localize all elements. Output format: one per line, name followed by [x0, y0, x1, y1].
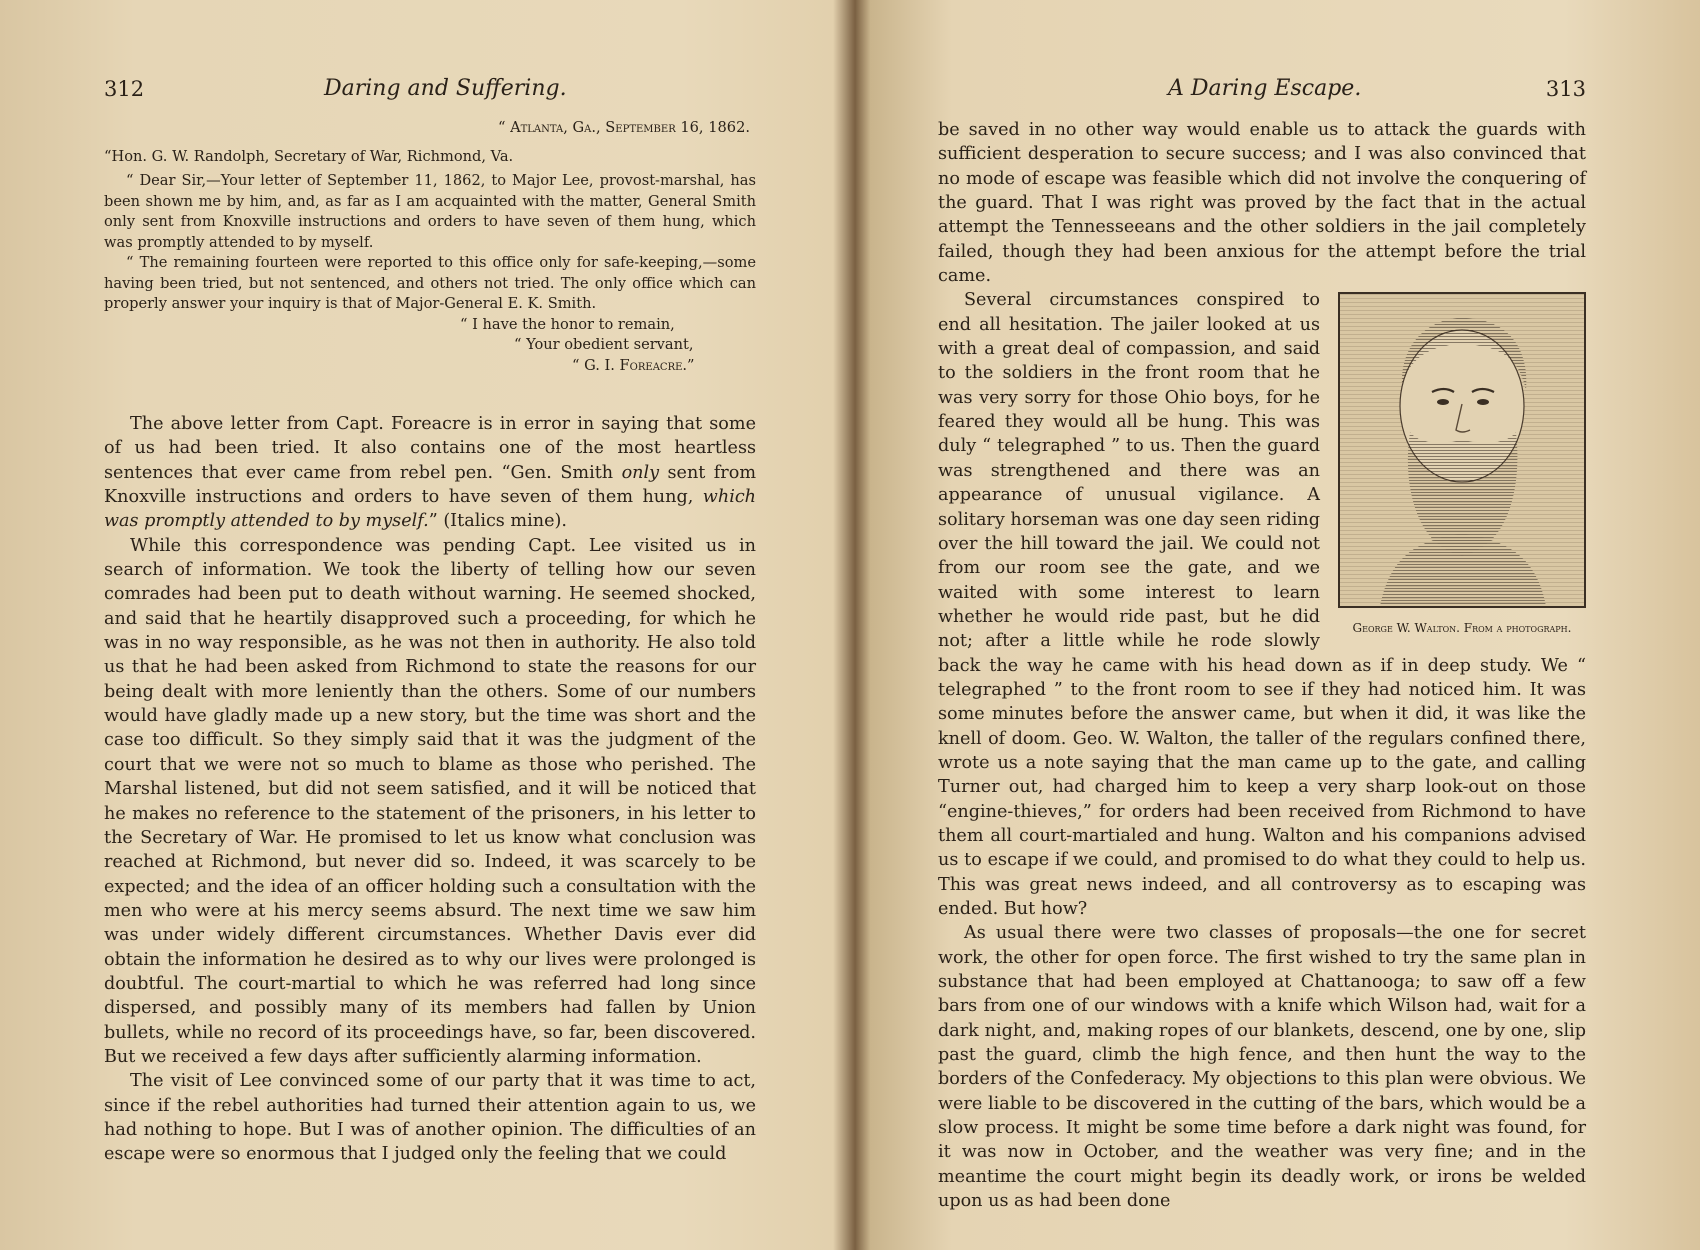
letter-closing: “ Your obedient servant, [514, 336, 694, 353]
portrait-engraving-image [1340, 294, 1584, 606]
body-paragraph: As usual there were two classes of proposals—the one for secret work, the other for open force. The first wished to try the same plan in substance that had been employed at Chattanooga; to saw off a few bars from one of our windows with a knife which Wilson had, wait for a dark night, and, making ropes of our blankets, descend, one by one, slip past the guard, climb the high fence, and then hunt the way to the borders of the Confederacy. My objections to this plan were obvious. We were liable to be discovered in the cutting of the bars, which would be a slow process. It might be some time before a dark night was found, for it was now in October, and the weather was very fine; and in the meantime the court might begin its deadly work, or irons be welded upon us as had been done [938, 923, 1586, 1212]
body-paragraph: While this correspondence was pending Capt. Lee visited us in search of information. We took the liberty of telling how our seven comrades had been put to death without warning. He seemed shocked, and said that he heartily disapproved such a proceeding, for which he was in no way responsible, as he was not then in authority. He also told us that he had been asked from Richmond to state the reasons for our being dealt with more leniently than the others. Some of our numbers would have gladly made up a new story, but the time was short and the case too difficult. So they simply said that it was the judgment of the court that we were not so much to blame as those who perished. The Marshal listened, but did not seem satisfied, and it will be noticed that he makes no reference to the statement of the prisoners, in his letter to the Secretary of War. He promised to let us know what conclusion was reached at Richmond, but never did so. Indeed, it was scarcely to be expected; and the idea of an officer holding such a consultation with the men who were at his mercy seems absurd. The next time we saw him was under widely different circumstances. Whether Davis ever did obtain the information he desired as to why our lives were prolonged is doubtful. The court-martial to which he was referred had long since dispersed, and possibly many of its members had fallen by Union bullets, while no record of its proceedings have, so far, been discovered. But we received a few days after sufficiently alarming information. [104, 535, 756, 1067]
body-paragraph [938, 288, 1586, 921]
letter-closing: “ I have the honor to remain, [460, 315, 675, 333]
body-paragraph: The visit of Lee convinced some of our party that it was time to act, since if the rebel authorities had turned their attention again to us, we had nothing to hope. But I was of another opinion. The difficulties of an escape were so enormous that I judged only the feeling that we could [104, 1071, 756, 1165]
portrait-engraving [1338, 292, 1586, 608]
running-head-right [938, 74, 1586, 104]
body-paragraph [104, 412, 756, 534]
text-run: ” (Italics mine). [428, 511, 567, 532]
quoted-letter [104, 118, 756, 376]
letter-signature: “ G. I. Foreacre.” [572, 356, 695, 374]
letter-paragraph: “ Dear Sir,—Your letter of September 11, 1862, to Major Lee, provost-marshal, has been shown me by him, and, as far as I am acquainted with the matter, General Smith only sent from Knoxville instructions and orders to have seven of them hung, which was promptly attended to by myself. [104, 172, 756, 251]
letter-paragraph: “ The remaining fourteen were reported to this office only for safe-keeping,—some having been tried, but not sentenced, and others not tried. The only office which can properly answer your inquiry is that of Major-General E. K. Smith. [104, 254, 756, 312]
right-body-text [938, 118, 1586, 1213]
running-title-right: A Daring Escape. [1168, 76, 1362, 101]
page-number-left: 312 [104, 77, 145, 101]
letter-address: “Hon. G. W. Randolph, Secretary of War, Richmond, Va. [104, 147, 514, 165]
text-run: Several circumstances conspired to end all hesitation. The jailer looked at us with a great deal of compassion, and said to the soldiers in the front room that he was very sorry for those Ohio boys, for he feared they would all be hung. This was duly “ telegraphed ” to us. Then the guard was strengthened and there was an appearance of unusual vigilance. A solitary horseman was one day seen riding over the hill toward the jail. We could not from our room see the gate, and we waited with some interest to learn whether he would ride past, but he did not; after a little while he rode slowly back the way he came with his head down as if in deep study. We “ telegraphed ” to the front room to see if they had noticed him. It was some minutes before the answer came, but when it did, it was like the knell of doom. Geo. W. Walton, the taller of the regulars confined there, wrote us a note saying that the man came up to the gate, and calling Turner out, had charged him to keep a very sharp look-out on those “engine-thieves,” for orders had been received from Richmond to have them all court-martialed and hung. Walton and his companions advised us to escape if we could, and promised to do what they could to help us. This was great news indeed, and all controversy as to escaping was ended. But how? [938, 290, 1586, 919]
italic-run: only [621, 462, 660, 483]
portrait-figure [1338, 292, 1586, 636]
text-run: sent from Knoxville instructions and orders to have seven of them hung, [104, 462, 756, 508]
figure-caption: George W. Walton. From a photograph. [1352, 621, 1572, 636]
italic-run: which was promptly attended to by myself. [104, 487, 756, 532]
running-head-left [104, 74, 760, 104]
text-run: The above letter from Capt. Foreacre is in error in saying that some of us had been tried. It also contains one of the most heartless sentences that ever came from rebel pen. “Gen. Smith [104, 414, 756, 483]
letter-dateline: “ Atlanta, Ga., September 16, 1862. [497, 119, 750, 136]
page-number-right: 313 [1545, 77, 1586, 101]
body-paragraph: be saved in no other way would enable us to attack the guards with sufficient desperation to secure success; and I was also convinced that no mode of escape was feasible which did not involve the conquering of the guard. That I was right was proved by the fact that in the actual attempt the Tennesseeans and the other soldiers in the jail completely failed, though they had been anxious for the attempt before the trial came. [938, 120, 1586, 287]
right-page [850, 0, 1700, 1250]
running-title-left: Daring and Suffering. [324, 76, 567, 101]
left-body-text [104, 412, 756, 1167]
